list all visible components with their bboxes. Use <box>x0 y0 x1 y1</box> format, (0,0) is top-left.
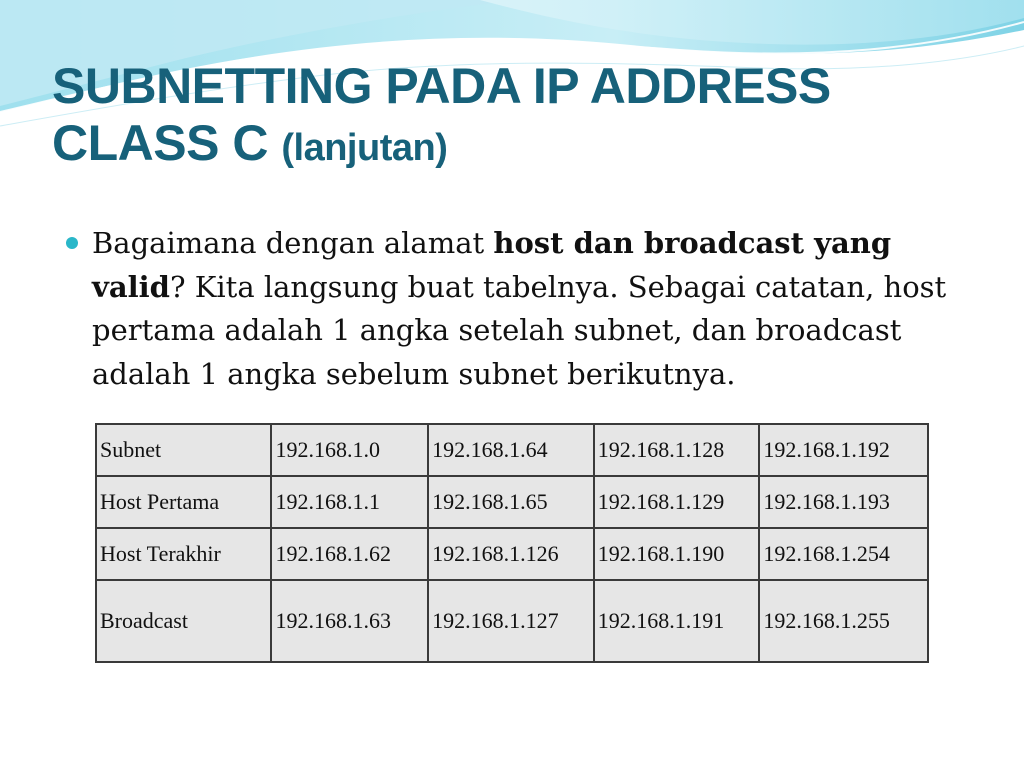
table-row-host-terakhir <box>96 528 928 580</box>
table-cell: 192.168.1.126 <box>428 528 594 580</box>
table-cell: 192.168.1.190 <box>594 528 760 580</box>
table-row-label: Host Pertama <box>96 476 271 528</box>
table-row-label: Subnet <box>96 424 271 476</box>
subnet-table <box>95 423 929 663</box>
table-cell: 192.168.1.63 <box>271 580 428 662</box>
table-cell: 192.168.1.62 <box>271 528 428 580</box>
slide-title <box>52 58 992 172</box>
table-cell: 192.168.1.1 <box>271 476 428 528</box>
table-cell: 192.168.1.255 <box>759 580 928 662</box>
table-cell: 192.168.1.128 <box>594 424 760 476</box>
table-cell: 192.168.1.192 <box>759 424 928 476</box>
bullet-text <box>92 222 960 396</box>
table-row-label: Host Terakhir <box>96 528 271 580</box>
title-line-2 <box>52 115 992 172</box>
title-subtitle: (lanjutan) <box>281 127 448 169</box>
table-cell: 192.168.1.65 <box>428 476 594 528</box>
table-cell: 192.168.1.254 <box>759 528 928 580</box>
bullet-text-bold: host dan broadcast yang valid <box>92 226 892 304</box>
table-cell: 192.168.1.129 <box>594 476 760 528</box>
table-row-label: Broadcast <box>96 580 271 662</box>
table-cell: 192.168.1.193 <box>759 476 928 528</box>
title-line-1: SUBNETTING PADA IP ADDRESS <box>52 58 831 114</box>
title-class-c: CLASS C <box>52 115 268 171</box>
bullet-item <box>60 222 960 396</box>
table-row-broadcast <box>96 580 928 662</box>
table-cell: 192.168.1.0 <box>271 424 428 476</box>
table-cell: 192.168.1.191 <box>594 580 760 662</box>
table-row-subnet <box>96 424 928 476</box>
bullet-text-part2: ? Kita langsung buat tabelnya. Sebagai catatan, host pertama adalah 1 angka setelah subnet, dan broadcast adalah 1 angka sebelum subnet berikutnya. <box>92 269 947 391</box>
table-row-host-pertama <box>96 476 928 528</box>
table-cell: 192.168.1.64 <box>428 424 594 476</box>
bullet-dot-icon <box>66 237 78 249</box>
table-cell: 192.168.1.127 <box>428 580 594 662</box>
bullet-text-part1: Bagaimana dengan alamat <box>92 226 494 260</box>
